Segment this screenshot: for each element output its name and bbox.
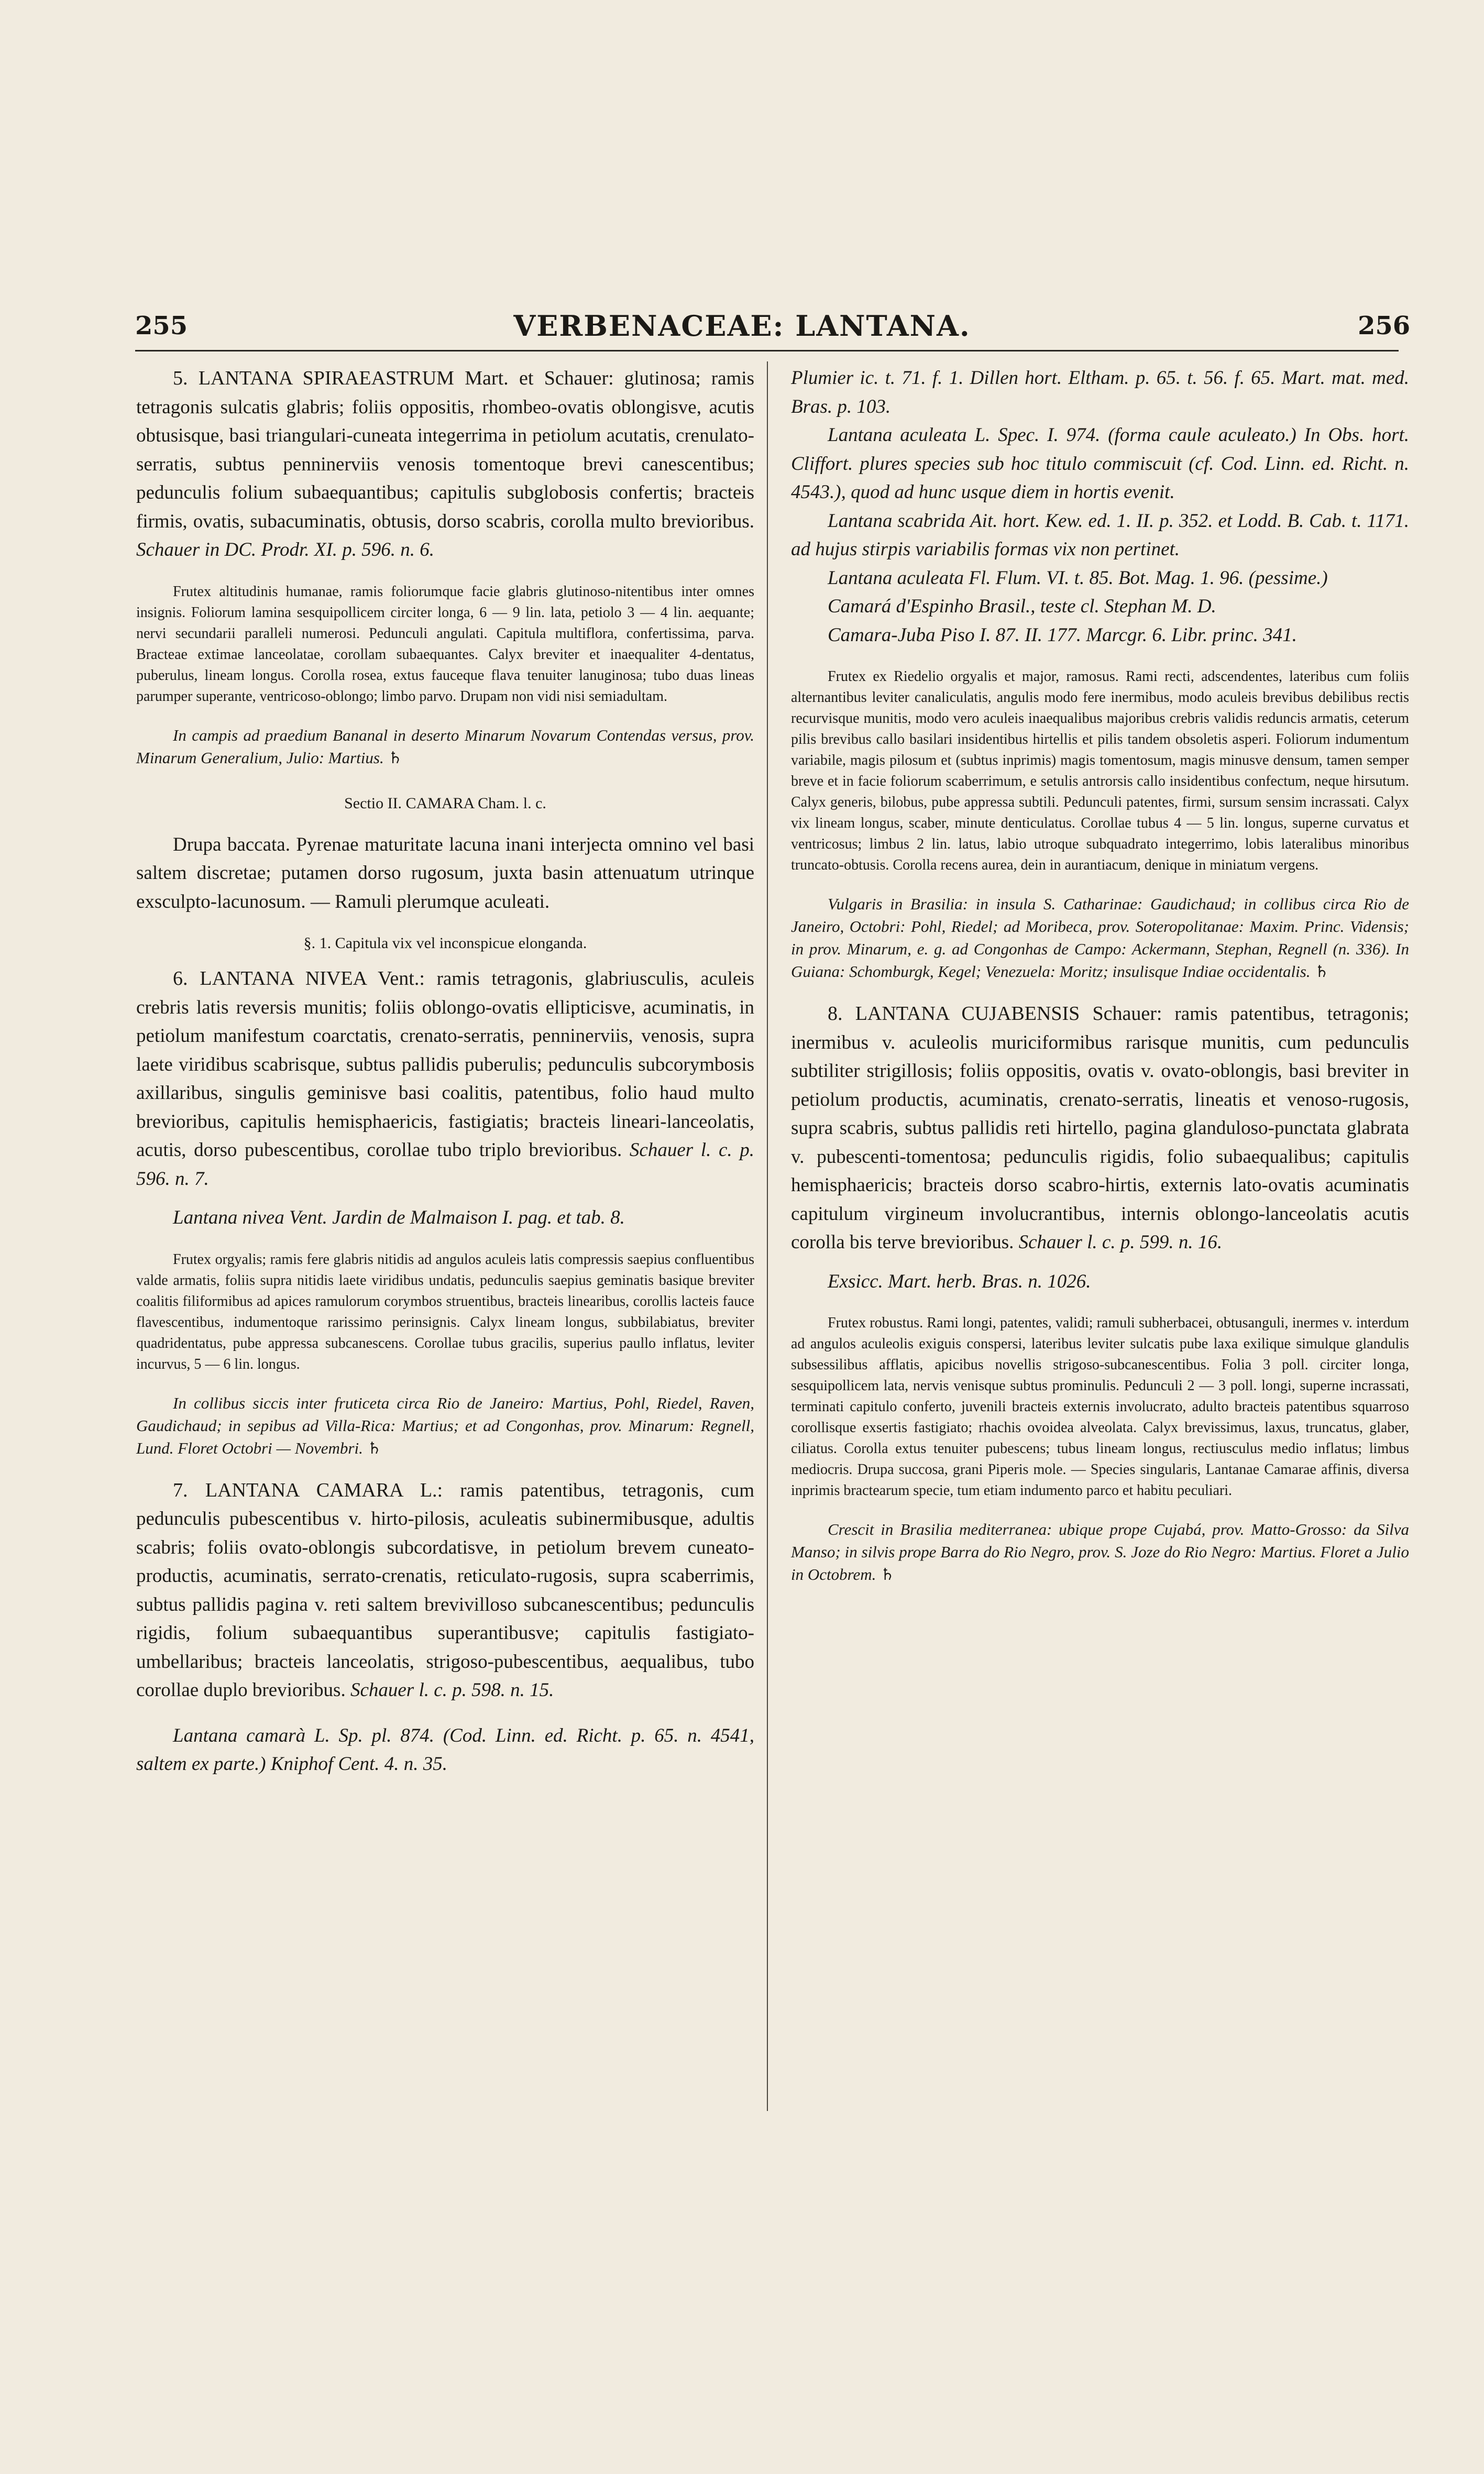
synonym-continuation: Plumier ic. t. 71. f. 1. Dillen hort. Eltham. p. 65. t. 56. f. 65. Mart. mat. med. Bras. p. 103. (791, 367, 1409, 417)
species-7-synonym: Lantana camarà L. Sp. pl. 874. (Cod. Linn. ed. Richt. p. 65. n. 4541, saltem ex parte.) Kniphof Cent. 4. n. 35. (136, 1724, 754, 1775)
right-column (791, 364, 1409, 1586)
synonym-aculeata: Lantana aculeata L. Spec. I. 974. (forma caule aculeato.) In Obs. hort. Cliffort. plures species sub hoc titulo commiscuit (cf. Cod. Linn. ed. Richt. n. 4543.), quod ad hunc usque diem in hortis evenit. (791, 424, 1409, 503)
species-6-locality: In collibus siccis inter fruticeta circa Rio de Janeiro: Martius, Pohl, Riedel, Raven, Gaudichaud; in sepibus ad Villa-Rica: Martius; et ad Congonhas, prov. Minarum: Regnell, Lund. Floret Octobri — Novembri. ♄ (136, 1393, 754, 1457)
species-8-exsiccata: Exsicc. Mart. herb. Bras. n. 1026. (828, 1270, 1091, 1292)
species-7-description: Frutex ex Riedelio orgyalis et major, ramosus. Rami recti, adscendentes, lateribus cum foliis alternantibus leviter canaliculatis, angulis modo fere inermibus, modo aculeis brevibus debilibus rectis recurvisque munitis, modo vero aculeis inaequalibus majoribus crebris validis reduncis armatis, ceterum pilis brevibus callo basilari insidentibus hirtellis et pilis tandem obsoletis asperi. Foliorum indumentum variabile, magis pilosum et (subtus inprimis) magis tomentosum, magis minusve densum, tamen semper breve et in facie foliorum scaberrimum, e setulis antrorsis callo insidentibus confectum, neque hirsutum. Calyx generis, bilobus, pube appressa subtili. Pedunculi patentes, firmi, sursum sensim incrassati. Calyx vix lineam longus, scaber, minute denticulatus. Corollae tubus 4 — 5 lin. longus, superne curvatus et ventricosus; limbus 2 lin. latus, labio utroque subquadrato integerrimo, lobis lateralibus minoribus truncato-obtusis. Corolla recens aurea, dein in aurantiacum, denique in miniatum vergens. (791, 668, 1409, 873)
species-6-reference: Schauer l. c. p. 596. n. 7. (136, 1139, 755, 1190)
species-6-synonym: Lantana nivea Vent. Jardin de Malmaison I. pag. et tab. 8. (173, 1207, 625, 1228)
synonym-aculeata-flum: Lantana aculeata Fl. Flum. VI. t. 85. Bot. Mag. 1. 96. (pessime.) (828, 567, 1328, 589)
species-7-diagnosis: ramis patentibus, tetragonis, cum pedunculis pubescentibus v. hirto-pilosis, aculeatis subinermibusque, adultis scabris; foliis ovato-oblongis subcordatisve, in petiolum brevem cuneato-productis, acuminatis, serrato-crenatis, reticulato-rugosis, supra scaberrimis, subtus pallidis pagina v. reti saltem brevivilloso subcanescentibus; pedunculis rigidis, folium subaequantibus superantibusve; capitulis fastigiato-umbellaribus; bracteis lanceolatis, strigoso-pubescentibus, aequalibus, tubo corollae duplo brevioribus. (136, 1479, 754, 1701)
synonym-scabrida: Lantana scabrida Ait. hort. Kew. ed. 1. II. p. 352. et Lodd. B. Cab. t. 1171. ad hujus stirpis variabilis formas vix non pertinet. (791, 510, 1409, 560)
section-description: Drupa baccata. Pyrenae maturitate lacuna inani interjecta omnino vel basi saltem discretae; putamen dorso rugosum, juxta basin attenuatum utrinque exsculpto-lacunosum. — Ramuli plerumque aculeati. (136, 833, 754, 912)
species-5-diagnosis: glutinosa; ramis tetragonis sulcatis glabris; foliis oppositis, rhombeo-ovatis oblongisve, acutis obtusisque, basi triangulari-cuneata integerrima in petiolum acutatis, crenulato-serratis, subtus penninerviis venosis tomentoque brevi canescentibus; pedunculis folium subaequantibus; capitulis subglobosis confertis; bracteis firmis, ovatis, subacuminatis, obtusis, dorso scabris, corolla multo brevioribus. (136, 368, 754, 532)
synonym-camara-juba: Camara-Juba Piso I. 87. II. 177. Marcgr. 6. Libr. princ. 341. (828, 624, 1297, 646)
species-5-entry (136, 364, 754, 565)
synonym-camara-espinho: Camará d'Espinho Brasil., teste cl. Stephan M. D. (828, 596, 1216, 617)
left-column (136, 364, 754, 1779)
species-5-heading: 5. LANTANA SPIRAEASTRUM Mart. et Schauer: (173, 367, 614, 389)
section-heading: Sectio II. CAMARA Cham. l. c. (344, 794, 546, 812)
species-8-diagnosis: ramis patentibus, tetragonis; inermibus v. aculeolis muriciformibus rarisque munitis, cum pedunculis subtiliter strigillosis; foliis oppositis, ovatis v. ovato-oblongis, basi breviter in petiolum productis, acuminatis, crenato-serratis, lineatis et venoso-rugosis, supra scabris, subtus pallidis reti hirtello, pagina glanduloso-punctata glabrata v. pubescenti-tomentosa; pedunculis rigidis, folio subaequalibus; capitulis hemisphaericis; bracteis dorso scabro-hirtis, externis lato-ovatis acuminatis capitulum virgineum involucrantibus, internis oblongo-lanceolatis acutis corolla bis terve brevioribus. (791, 1003, 1409, 1253)
species-8-entry (791, 999, 1409, 1257)
species-7-reference: Schauer l. c. p. 598. n. 15. (350, 1679, 554, 1701)
species-7-entry (136, 1476, 754, 1705)
species-8-reference: Schauer l. c. p. 599. n. 16. (1018, 1231, 1223, 1253)
species-7-locality: Vulgaris in Brasilia: in insula S. Catharinae: Gaudichaud; in collibus circa Rio de Janeiro, Octobri: Pohl, Riedel; ad Moribeca, prov. Soteropolitanae: Maxim. Princ. Vidensis; in prov. Minarum, e. g. ad Congonhas de Campo: Ackermann, Stephan, Regnell (n. 336). In Guiana: Schomburgk, Kegel; Venezuela: Moritz; insulisque Indiae occidentalis. ♄ (791, 895, 1409, 981)
species-5-description: Frutex altitudinis humanae, ramis foliorumque facie glabris glutinoso-nitentibus inter omnes insignis. Foliorum lamina sesquipollicem circiter longa, 6 — 9 lin. lata, petiolo 3 — 4 lin. aequante; nervi secundarii paralleli numerosi. Pedunculi angulati. Capitula multiflora, confertissima, parva. Bracteae extimae lanceolatae, corollam subaequantes. Calyx breviter et inaequaliter 4-dentatus, puberulus, lineam longus. Corolla rosea, extus fauceque flava tenuiter lanuginosa; tubo duas lineas parumper superante, ventricoso-oblongo; limbo parvo. Drupam non vidi nisi semiadultam. (136, 583, 754, 705)
page-number-left: 255 (135, 311, 188, 340)
species-5-locality: In campis ad praedium Bananal in deserto Minarum Novarum Contendas versus, prov. Minarum Generalium, Julio: Martius. ♄ (136, 725, 754, 767)
species-6-diagnosis: ramis tetragonis, glabriusculis, aculeis crebris latis reversis munitis; foliis oblongo-ovatis ellipticisve, acuminatis, in petiolum manifestum coarctatis, crenato-serratis, penninerviis, venosis, supra laete viridibus scabrisque, subtus pallidis puberulis; pedunculis subcorymbosis axillaribus, singulis geminisve basi coalitis, patentibus, folio haud multo brevioribus, capitulis hemisphaericis, fastigiatis; bracteis lineari-lanceolatis, acutis, dorso pubescentibus, corollae tubo triplo brevioribus. (136, 968, 754, 1161)
subsection-heading: §. 1. Capitula vix vel inconspicue elonganda. (303, 934, 587, 952)
species-8-locality: Crescit in Brasilia mediterranea: ubique prope Cujabá, prov. Matto-Grosso: da Silva Manso; in silvis prope Barra do Rio Negro, prov. S. Joze do Rio Negro: Martius. Floret a Julio in Octobrem. ♄ (791, 1520, 1409, 1584)
species-7-heading: 7. LANTANA CAMARA L.: (173, 1479, 443, 1501)
species-5-reference: Schauer in DC. Prodr. XI. p. 596. n. 6. (136, 539, 435, 560)
column-divider (767, 361, 768, 2111)
page-number-right: 256 (1358, 311, 1411, 340)
header-rule (135, 350, 1399, 351)
species-6-entry (136, 964, 754, 1193)
running-head: VERBENACEAE: LANTANA. (513, 309, 971, 343)
species-8-description: Frutex robustus. Rami longi, patentes, validi; ramuli subherbacei, obtusanguli, inermes v. interdum ad angulos aculeolis exiguis conspersi, lateribus leviter sulcatis pube laxa exilique simulque glandulis subsessilibus afflatis, apicibus novellis strigoso-subcanescentibus. Folia 3 poll. circiter longa, sesquipollicem lata, nervis venisque subtus prominulis. Pedunculi 2 — 3 poll. longi, superne incrassati, terminati capitulo conferto, juvenili bracteis externis involucrato, adulto bracteis patentibus squarroso corollisque exsertis fastigiato; rhachis ovoidea alveolata. Calyx brevissimus, laxus, truncatus, glaber, ciliatus. Corolla extus tenuiter pubescens; tubus lineam longus, rectiusculus medio inflatus; limbus mediocris. Drupa succosa, grani Piperis mole. — Species singularis, Lantanae Camarae affinis, diversa inprimis bractearum specie, tum etiam indumento parco et habitu peculiari. (791, 1315, 1409, 1499)
species-6-heading: 6. LANTANA NIVEA Vent.: (173, 967, 425, 989)
species-6-description: Frutex orgyalis; ramis fere glabris nitidis ad angulos aculeis latis compressis saepius confluentibus valde armatis, foliis supra nitidis laete viridibus undatis, pedunculis saepius geminatis basique breviter coalitis filiformibus ad apices ramulorum corymbos struentibus, bracteis linearibus, corollis lacteis fauce flavescentibus, indumentoque rarissimo perinsignis. Calyx lineam longus, subbilabiatus, breviter quadridentatus, pube appressa subcanescens. Corollae tubus gracilis, superius paullo inflatus, leviter incurvus, 5 — 6 lin. longus. (136, 1251, 754, 1372)
species-8-heading: 8. LANTANA CUJABENSIS Schauer: (828, 1003, 1162, 1025)
